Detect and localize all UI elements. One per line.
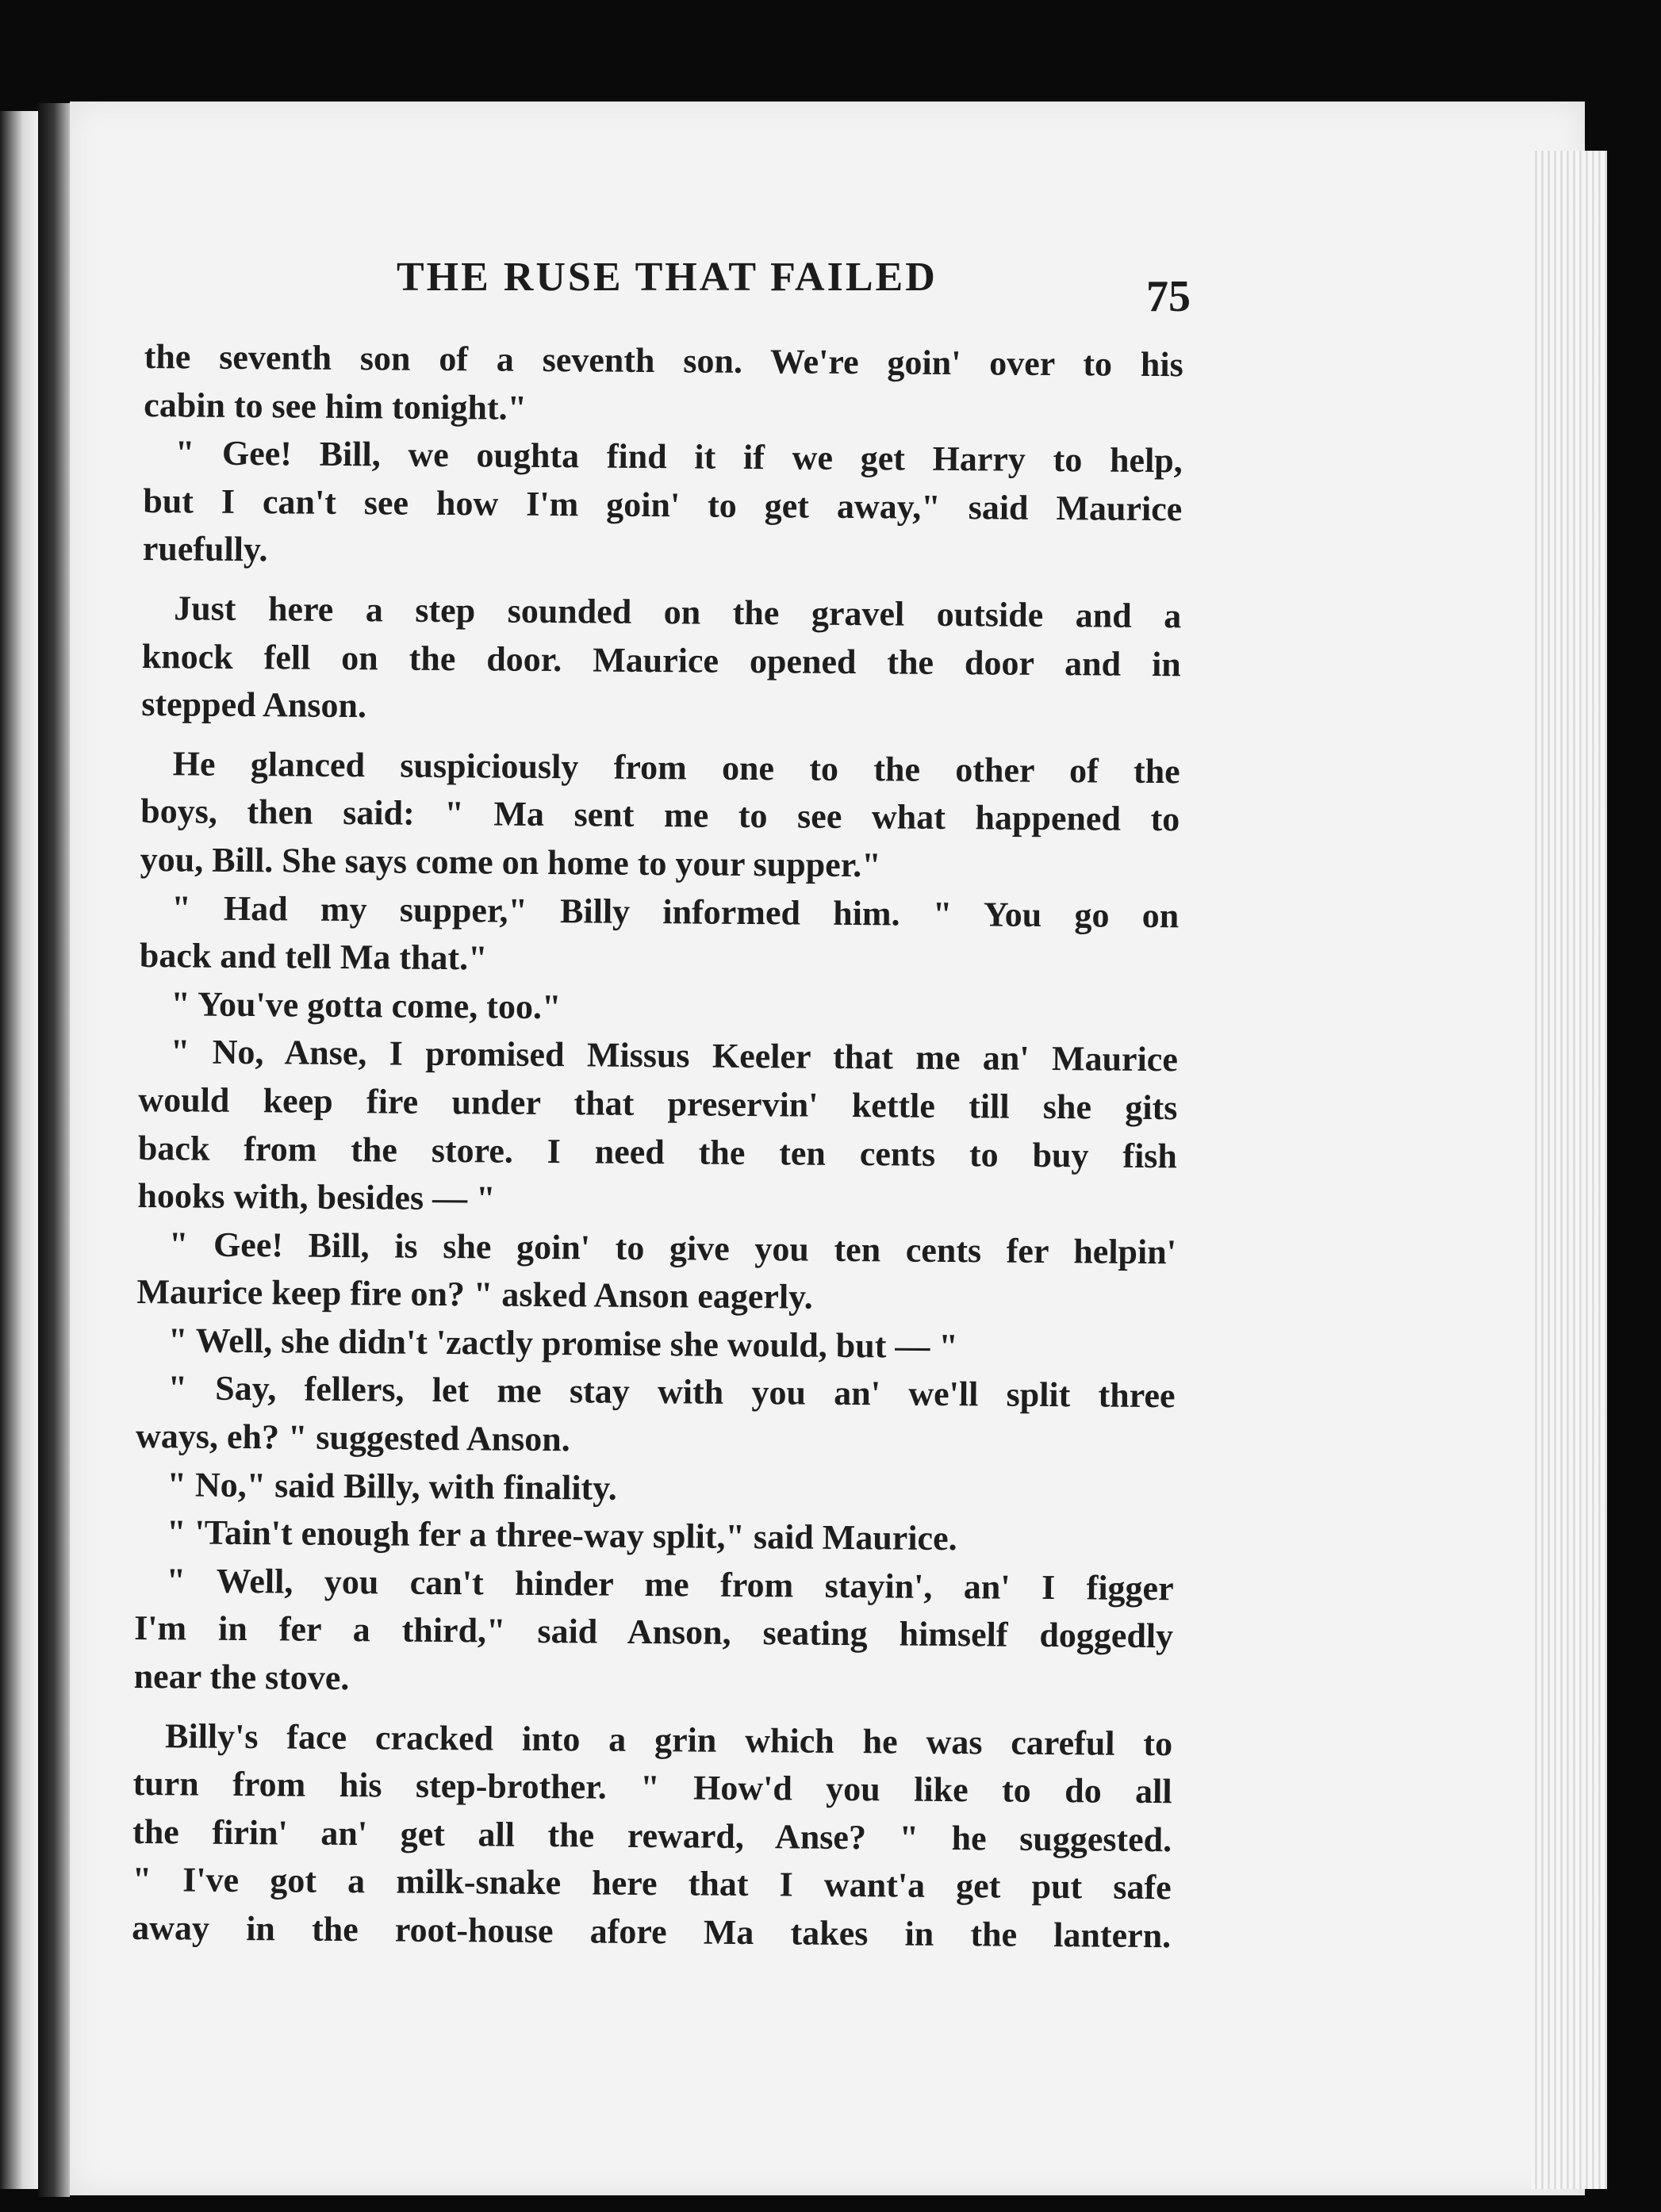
text-line: I'm in fer a third," said Anson, seating himself doggedly [133, 1608, 1174, 1656]
previous-page-edge [0, 111, 38, 2189]
text-line: " Well, she didn't 'zactly promise she would, but — " [167, 1321, 959, 1366]
text-line: turn from his step-brother. " How'd you like to do all [132, 1764, 1172, 1811]
text-line: the seventh son of a seventh son. We're goin' over to his [144, 336, 1183, 385]
page-stack-edge [1531, 151, 1607, 2189]
text-line: " Say, fellers, let me stay with you an' we'll split three [167, 1368, 1176, 1416]
page-number: 75 [1146, 272, 1191, 321]
text-line: you, Bill. She says come on home to your supper." [140, 839, 881, 885]
text-line: but I can't see how I'm goin' to get away," said Maurice [143, 481, 1183, 529]
text-line: " Gee! Bill, is she goin' to give you ten cents fer helpin' [168, 1224, 1177, 1271]
text-line: knock fell on the door. Maurice opened the door and in [141, 636, 1181, 684]
text-line: " You've gotta come, too." [171, 984, 562, 1026]
text-line: ruefully. [142, 529, 268, 569]
text-line: " Well, you can't hinder me from stayin', an' I figger [166, 1561, 1174, 1608]
text-line: " Gee! Bill, we oughta find it if we get Harry to help, [175, 433, 1183, 481]
text-line: back and tell Ma that." [139, 936, 488, 978]
text-line: " No, Anse, I promised Missus Keeler that me an' Maurice [170, 1032, 1179, 1079]
text-line: ways, eh? " suggested Anson. [135, 1417, 570, 1459]
text-line: " I've got a milk-snake here that I want'a get put safe [132, 1860, 1172, 1907]
text-line: near the stove. [133, 1656, 350, 1698]
running-head: THE RUSE THAT FAILED [397, 255, 938, 300]
text-line: boys, then said: " Ma sent me to see what happened to [140, 792, 1180, 839]
text-line: the firin' an' get all the reward, Anse? " he suggested. [132, 1811, 1172, 1860]
text-line: He glanced suspiciously from one to the other of the [172, 744, 1180, 792]
text-line: " 'Tain't enough fer a three-way split," said Maurice. [166, 1512, 957, 1558]
text-line: cabin to see him tonight." [144, 385, 527, 427]
text-line: Billy's face cracked into a grin which he was careful to [164, 1716, 1173, 1763]
text-line: Just here a step sounded on the gravel outside and a [174, 588, 1182, 636]
text-line: Maurice keep fire on? " asked Anson eagerly. [136, 1272, 813, 1317]
page-text [132, 333, 1183, 1961]
text-line: " No," said Billy, with finality. [167, 1464, 617, 1508]
book-gutter-shadow [38, 103, 70, 2197]
text-line: stepped Anson. [141, 684, 367, 726]
text-line: would keep fire under that preservin' kettle till she gits [138, 1079, 1178, 1128]
text-line: " Had my supper," Billy informed him. " You go on [171, 887, 1180, 935]
text-line: hooks with, besides — " [137, 1176, 496, 1218]
text-line: back from the store. I need the ten cents to buy fish [137, 1128, 1178, 1175]
text-line: away in the root-house afore Ma takes in the lantern. [132, 1907, 1172, 1956]
